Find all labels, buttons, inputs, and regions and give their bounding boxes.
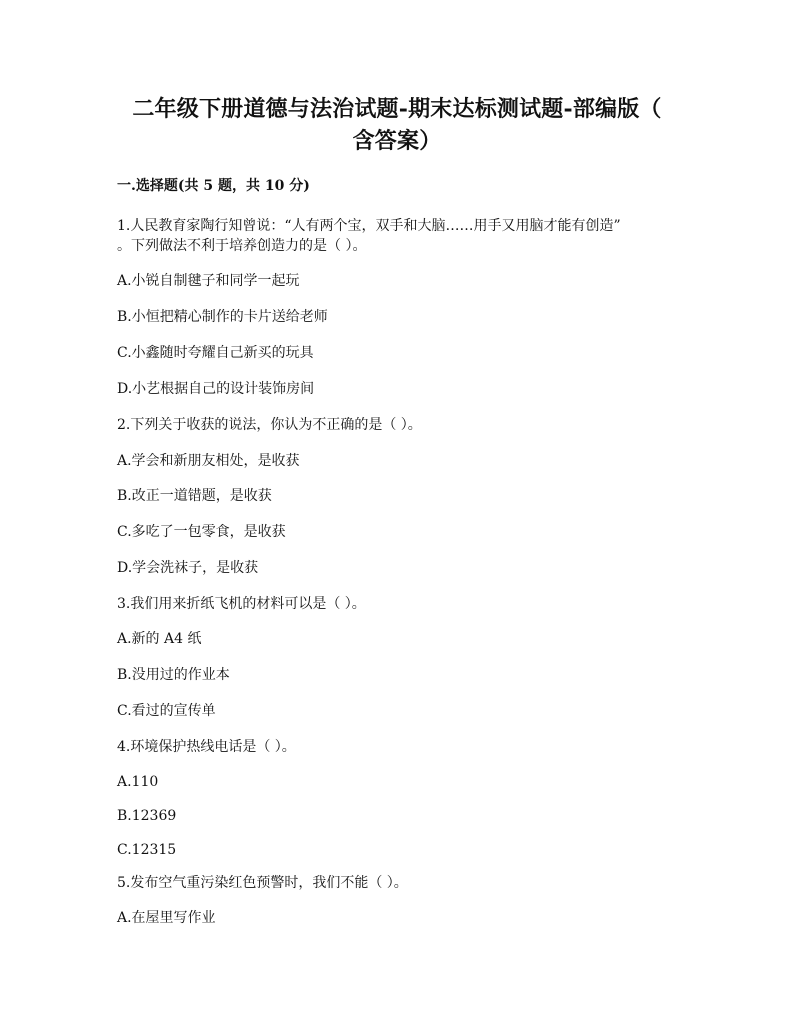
question-3-stem: 3.我们用来折纸飞机的材料可以是（ ）。 — [117, 596, 366, 612]
question-1-option-a: A.小锐自制毽子和同学一起玩 — [117, 273, 300, 289]
question-2-option-d: D.学会洗袜子，是收获 — [117, 560, 259, 576]
document-title-line-1: 二年级下册道德与法治试题-期末达标测试题-部编版（ — [132, 96, 662, 122]
question-4-stem: 4.环境保护热线电话是（ ）。 — [117, 739, 296, 755]
question-2-option-a: A.学会和新朋友相处，是收获 — [117, 453, 300, 469]
question-4-option-b: B.12369 — [117, 808, 177, 824]
question-1-option-b: B.小恒把精心制作的卡片送给老师 — [117, 309, 328, 325]
question-1-stem-line-1: 1.人民教育家陶行知曾说：“人有两个宝，双手和大脑……用手又用脑才能有创造” — [117, 218, 621, 234]
question-1-stem-line-2: 。下列做法不利于培养创造力的是（ ）。 — [117, 238, 367, 254]
question-3-option-a: A.新的 A4 纸 — [117, 631, 202, 647]
section-heading: 一.选择题(共 5 题，共 10 分) — [117, 178, 310, 194]
question-4-option-c: C.12315 — [117, 842, 177, 858]
question-2-option-c: C.多吃了一包零食，是收获 — [117, 524, 286, 540]
question-5-stem: 5.发布空气重污染红色预警时，我们不能（ ）。 — [117, 875, 408, 891]
question-2-option-b: B.改正一道错题，是收获 — [117, 488, 272, 504]
question-2-stem: 2.下列关于收获的说法，你认为不正确的是（ ）。 — [117, 417, 422, 433]
document-title-line-2: 含答案） — [352, 128, 442, 154]
question-1-option-c: C.小鑫随时夸耀自己新买的玩具 — [117, 345, 314, 361]
question-3-option-b: B.没用过的作业本 — [117, 667, 230, 683]
question-5-option-a: A.在屋里写作业 — [117, 910, 216, 926]
question-4-option-a: A.110 — [117, 774, 159, 790]
question-3-option-c: C.看过的宣传单 — [117, 703, 216, 719]
question-1-option-d: D.小艺根据自己的设计装饰房间 — [117, 381, 315, 397]
